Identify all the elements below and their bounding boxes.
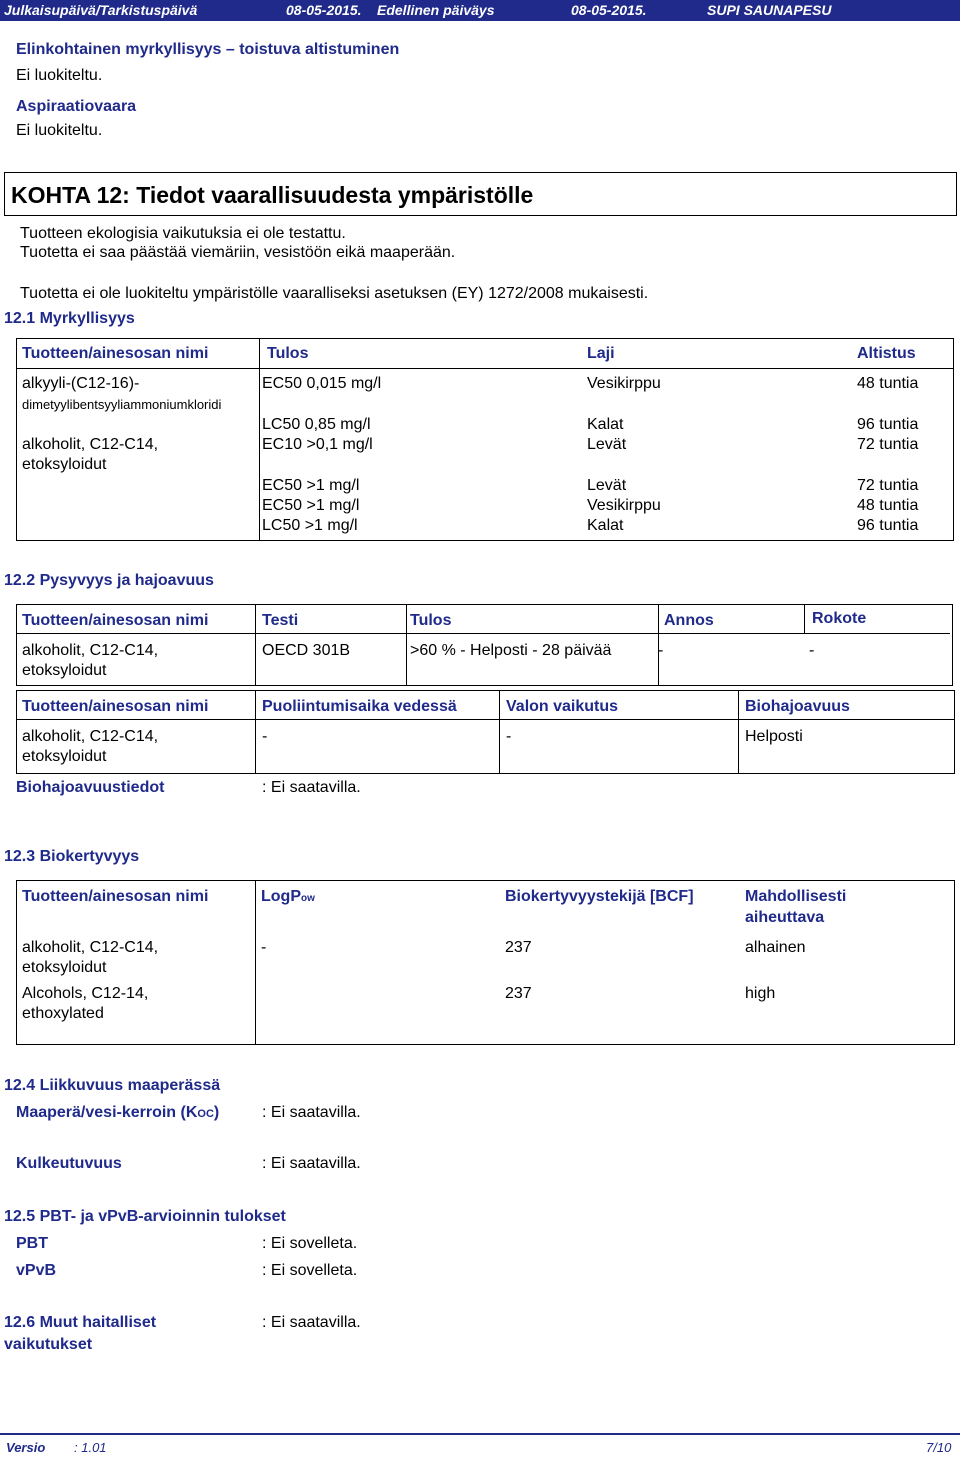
bioacc-substance-1-line2: etoksyloidut <box>22 959 107 976</box>
persist-header-result: Tulos <box>410 612 452 629</box>
tox-exposure: 72 tuntia <box>857 477 919 494</box>
koc-label-close: ) <box>213 1104 220 1121</box>
page-number: 7/10 <box>926 1440 952 1455</box>
biodegradation-data-label: Biohajoavuustiedot <box>16 779 165 796</box>
persist-header-name: Tuotteen/ainesosan nimi <box>22 612 209 629</box>
section-12-title-box <box>4 172 957 216</box>
tox-substance-1-line1: alkyyli-(C12-16)- <box>22 375 140 392</box>
persist-inoculum-value: - <box>809 642 815 659</box>
tox-exposure: 96 tuntia <box>857 416 919 433</box>
other-effects-heading-line2: vaikutukset <box>4 1336 93 1353</box>
tox-species: Vesikirppu <box>587 375 661 392</box>
degrad-substance-line2: etoksyloidut <box>22 748 107 765</box>
degrad-header-biodegradability: Biohajoavuus <box>745 698 850 715</box>
bioacc-potential-value: high <box>745 985 776 1002</box>
degrad-header-photolysis: Valon vaikutus <box>506 698 619 715</box>
tox-species: Vesikirppu <box>587 497 661 514</box>
bioacc-potential-value: alhainen <box>745 939 806 956</box>
other-effects-heading-line1: 12.6 Muut haitalliset <box>4 1314 157 1331</box>
tox-exposure: 48 tuntia <box>857 375 919 392</box>
koc-label <box>16 1104 219 1122</box>
mobility-label: Kulkeutuvuus <box>16 1155 122 1172</box>
document-header-bar <box>0 0 960 21</box>
bioacc-header-logp-subscript: ow <box>301 893 315 904</box>
version-value: : 1.01 <box>74 1440 107 1455</box>
tox-result: EC50 >1 mg/l <box>262 497 360 514</box>
mobility-value: : Ei saatavilla. <box>262 1155 361 1172</box>
tox-exposure: 72 tuntia <box>857 436 919 453</box>
tox-header-species: Laji <box>587 345 615 362</box>
bioacc-header-logp: LogP <box>261 888 301 905</box>
tox-result: LC50 >1 mg/l <box>262 517 358 534</box>
tox-species: Kalat <box>587 517 624 534</box>
persist-header-dose: Annos <box>664 612 714 629</box>
stot-repeated-heading: Elinkohtainen myrkyllisyys – toistuva altistuminen <box>16 41 400 58</box>
version-label: Versio <box>6 1440 46 1455</box>
section-12-title: KOHTA 12: Tiedot vaarallisuudesta ympäristölle <box>11 182 534 208</box>
bioacc-substance-2-line2: ethoxylated <box>22 1005 104 1022</box>
persist-substance-line2: etoksyloidut <box>22 662 107 679</box>
persist-test-value: OECD 301B <box>262 642 351 659</box>
bioacc-header-potential-line1: Mahdollisesti <box>745 888 847 905</box>
persist-dose-value: - <box>658 642 664 659</box>
mobility-heading: 12.4 Liikkuvuus maaperässä <box>4 1077 221 1094</box>
tox-substance-2-line2: etoksyloidut <box>22 456 107 473</box>
intro-line-2: Tuotetta ei saa päästää viemäriin, vesistöön eikä maaperään. <box>20 244 456 261</box>
other-effects-value: : Ei saatavilla. <box>262 1314 361 1331</box>
bioacc-logpow-value: - <box>261 939 267 956</box>
bioacc-header-potential-line2: aiheuttava <box>745 909 825 926</box>
koc-label-text: Maaperä/vesi-kerroin (K <box>16 1104 198 1121</box>
persist-result-value: >60 % - Helposti - 28 päivää <box>410 642 612 659</box>
persist-header-test: Testi <box>262 612 299 629</box>
tox-species: Levät <box>587 477 627 494</box>
pbt-heading: 12.5 PBT- ja vPvB-arvioinnin tulokset <box>4 1208 286 1225</box>
tox-result: LC50 0,85 mg/l <box>262 416 371 433</box>
bioacc-substance-1-line1: alkoholit, C12-C14, <box>22 939 159 956</box>
product-name: SUPI SAUNAPESU <box>707 2 832 18</box>
intro-line-3: Tuotetta ei ole luokiteltu ympäristölle vaaralliseksi asetuksen (EY) 1272/2008 mukaisesti. <box>20 285 649 302</box>
tox-header-name: Tuotteen/ainesosan nimi <box>22 345 209 362</box>
tox-header-result: Tulos <box>267 345 309 362</box>
tox-result: EC10 >0,1 mg/l <box>262 436 373 453</box>
previous-date: 08-05-2015. <box>571 2 647 18</box>
degrad-halflife-value: - <box>262 728 268 745</box>
aspiration-value: Ei luokiteltu. <box>16 122 103 139</box>
degrad-header-halflife: Puoliintumisaika vedessä <box>262 698 457 715</box>
tox-substance-1-line2: dimetyylibentsyyliammoniumkloridi <box>22 397 222 412</box>
intro-line-1: Tuotteen ekologisia vaikutuksia ei ole testattu. <box>20 225 346 242</box>
pbt-label: PBT <box>16 1235 48 1252</box>
bioacc-substance-2-line1: Alcohols, C12-14, <box>22 985 149 1002</box>
degradation-table <box>16 690 955 774</box>
persistence-test-table <box>16 604 953 686</box>
toxicity-table <box>16 338 954 541</box>
vpvb-label: vPvB <box>16 1262 57 1279</box>
persistence-heading: 12.2 Pysyvyys ja hajoavuus <box>4 572 214 589</box>
tox-result: EC50 0,015 mg/l <box>262 375 382 392</box>
tox-result: EC50 >1 mg/l <box>262 477 360 494</box>
stot-repeated-value: Ei luokiteltu. <box>16 67 103 84</box>
degrad-header-name: Tuotteen/ainesosan nimi <box>22 698 209 715</box>
aspiration-heading: Aspiraatiovaara <box>16 98 137 115</box>
degrad-substance-line1: alkoholit, C12-C14, <box>22 728 159 745</box>
persist-header-inoculum: Rokote <box>812 610 867 627</box>
tox-substance-2-line1: alkoholit, C12-C14, <box>22 436 159 453</box>
degrad-photolysis-value: - <box>506 728 512 745</box>
document-footer <box>0 1433 960 1469</box>
koc-label-subscript: OC <box>197 1108 214 1120</box>
bioacc-bcf-value: 237 <box>505 939 532 956</box>
bioacc-header-name: Tuotteen/ainesosan nimi <box>22 888 209 905</box>
tox-species: Levät <box>587 436 627 453</box>
bioaccumulation-table <box>16 880 955 1045</box>
koc-value: : Ei saatavilla. <box>262 1104 361 1121</box>
persist-substance-line1: alkoholit, C12-C14, <box>22 642 159 659</box>
toxicity-heading: 12.1 Myrkyllisyys <box>4 310 135 327</box>
bioacc-bcf-value: 237 <box>505 985 532 1002</box>
tox-exposure: 96 tuntia <box>857 517 919 534</box>
bioacc-header-logpow <box>261 888 315 906</box>
tox-species: Kalat <box>587 416 624 433</box>
tox-header-exposure: Altistus <box>857 345 916 362</box>
vpvb-value: : Ei sovelleta. <box>262 1262 358 1279</box>
revision-dates-label: Julkaisupäivä/Tarkistuspäivä <box>4 2 198 18</box>
previous-date-label: Edellinen päiväys <box>377 2 495 18</box>
biodegradation-data-value: : Ei saatavilla. <box>262 779 361 796</box>
tox-exposure: 48 tuntia <box>857 497 919 514</box>
degrad-biodegradability-value: Helposti <box>745 728 803 745</box>
bioacc-header-bcf: Biokertyvyystekijä [BCF] <box>505 888 694 905</box>
bioaccumulation-heading: 12.3 Biokertyvyys <box>4 848 140 865</box>
pbt-value: : Ei sovelleta. <box>262 1235 358 1252</box>
revision-date: 08-05-2015. <box>286 2 362 18</box>
